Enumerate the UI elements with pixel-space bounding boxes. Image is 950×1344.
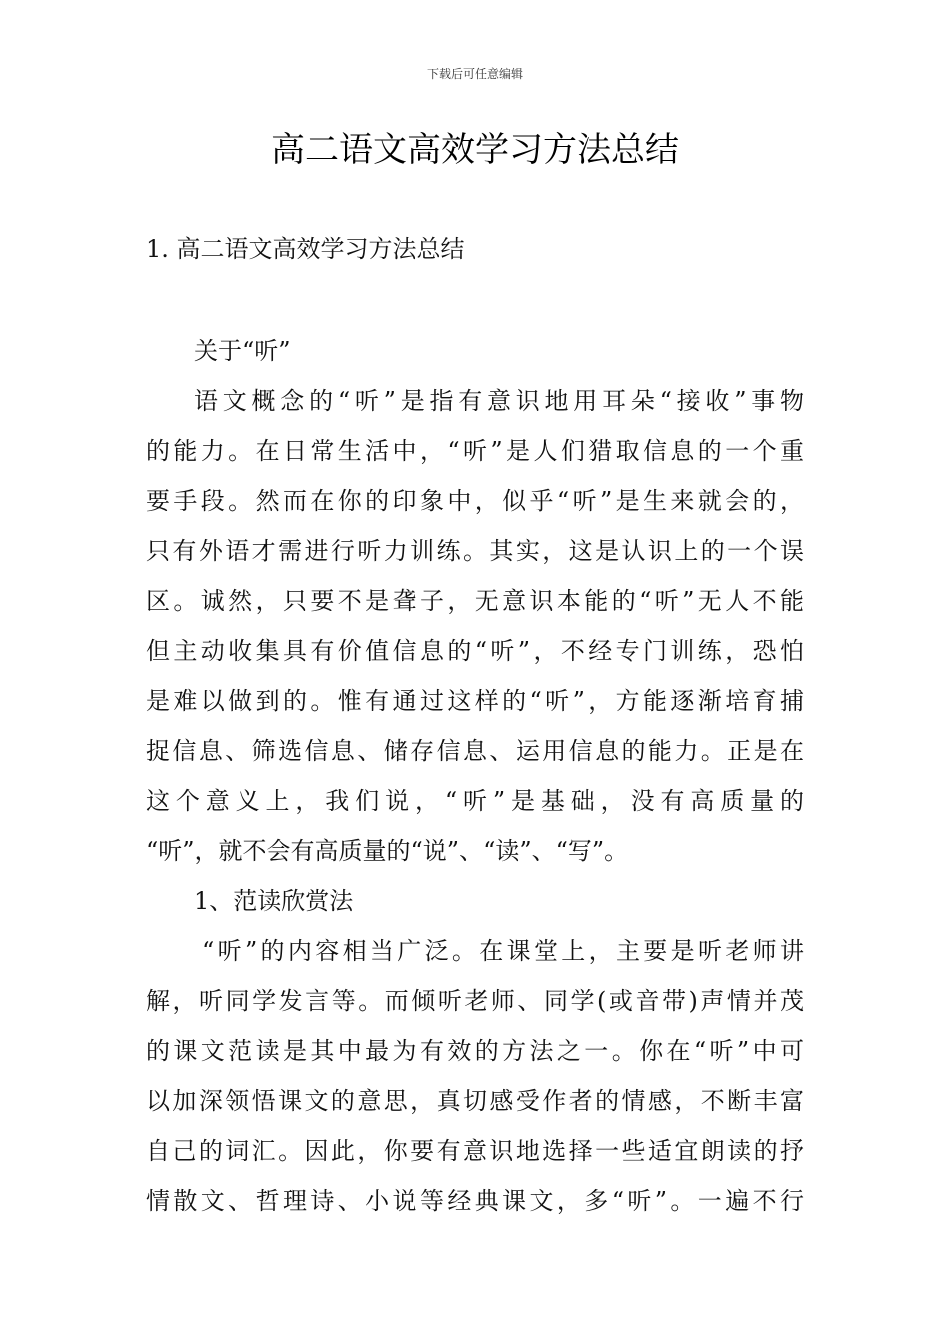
text-line: 这个意义上，我们说，“听”是基础，没有高质量的	[146, 787, 804, 815]
header-note: 下载后可任意编辑	[426, 67, 523, 81]
text-line: 的能力。在日常生活中，“听”是人们猎取信息的一个重	[146, 437, 804, 465]
text-line: 语文概念的“听”是指有意识地用耳朵“接收”事物	[194, 387, 804, 415]
text-line: 解，听同学发言等。而倾听老师、同学(或音带)声情并茂	[146, 987, 804, 1015]
text-line: 1、范读欣赏法	[194, 887, 354, 915]
text-line: 以加深领悟课文的意思，真切感受作者的情感，不断丰富	[146, 1087, 804, 1115]
text-line: 自己的词汇。因此，你要有意识地选择一些适宜朗读的抒	[146, 1137, 804, 1165]
body-text	[146, 326, 804, 1226]
text-line: “听”，就不会有高质量的“说”、“读”、“写”。	[146, 837, 629, 865]
text-line: 的课文范读是其中最为有效的方法之一。你在“听”中可	[146, 1037, 804, 1065]
text-line: 关于“听”	[194, 337, 291, 365]
text-line: 捉信息、筛选信息、储存信息、运用信息的能力。正是在	[146, 737, 804, 765]
text-line: 情散文、哲理诗、小说等经典课文，多“听”。一遍不行	[146, 1187, 804, 1215]
section-heading: 1. 高二语文高效学习方法总结	[146, 235, 465, 263]
text-line: “听”的内容相当广泛。在课堂上，主要是听老师讲	[202, 937, 804, 965]
text-line: 是难以做到的。惟有通过这样的“听”，方能逐渐培育捕	[146, 687, 804, 715]
text-line: 但主动收集具有价值信息的“听”，不经专门训练，恐怕	[146, 637, 804, 665]
text-line: 区。诚然，只要不是聋子，无意识本能的“听”无人不能	[146, 587, 804, 615]
text-line: 要手段。然而在你的印象中，似乎“听”是生来就会的，	[146, 487, 804, 515]
document-title: 高二语文高效学习方法总结	[271, 130, 679, 170]
text-line: 只有外语才需进行听力训练。其实，这是认识上的一个误	[146, 537, 804, 565]
